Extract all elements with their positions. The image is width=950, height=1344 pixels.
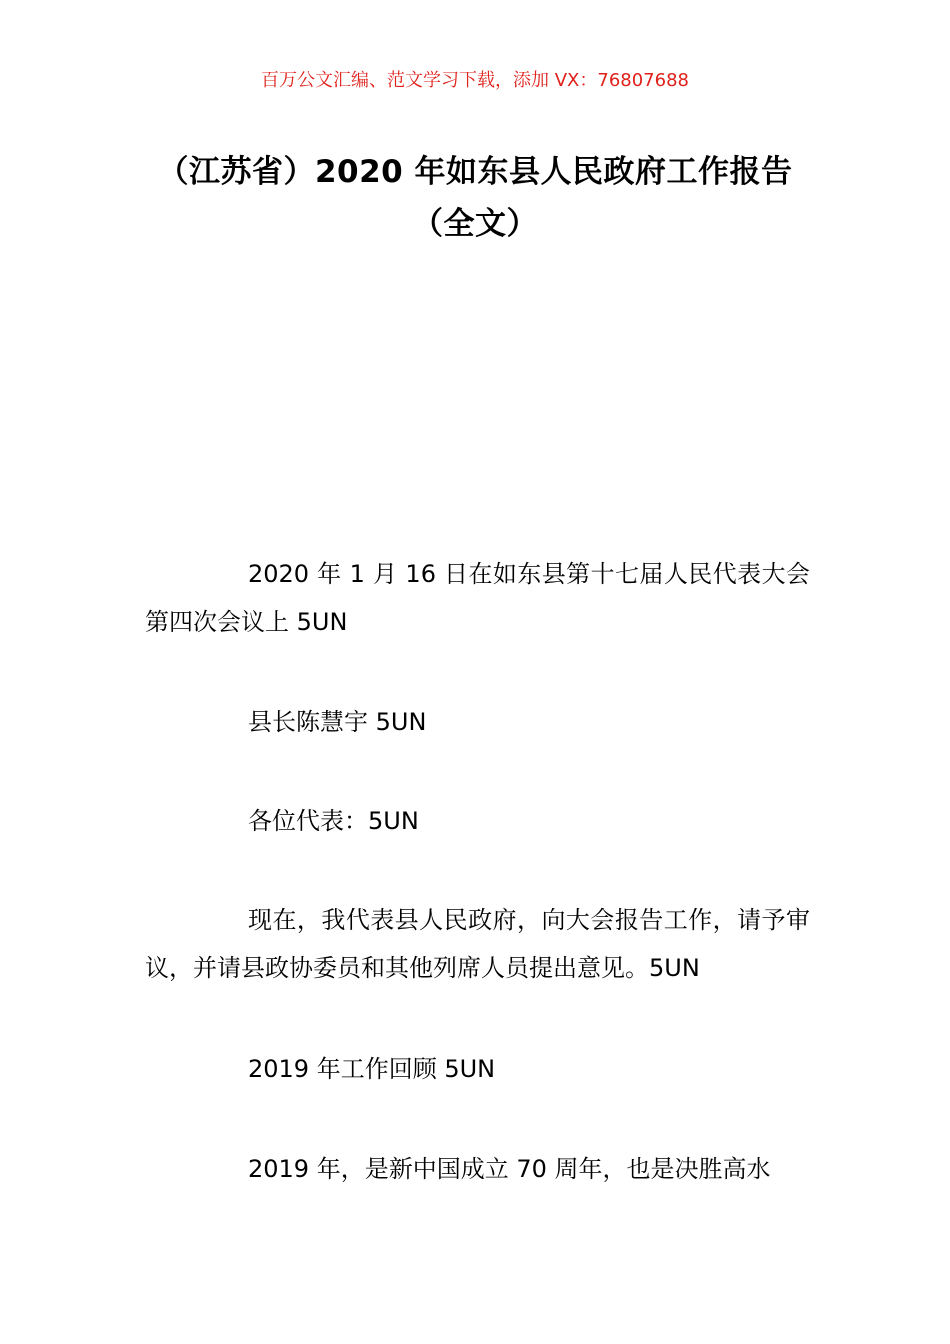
- paragraph-section-heading: 2019 年工作回顾 5UN: [248, 1055, 496, 1083]
- paragraph-meeting-info: 2020 年 1 月 16 日在如东县第十七届人民代表大会第四次会议上 5UN: [145, 560, 810, 636]
- document-title: （江苏省）2020 年如东县人民政府工作报告（全文）: [157, 154, 793, 242]
- paragraph-review-start: 2019 年，是新中国成立 70 周年，也是决胜高水: [248, 1155, 771, 1183]
- paragraph-salutation: 各位代表：5UN: [248, 807, 419, 835]
- paragraph-intro: 现在，我代表县人民政府，向大会报告工作，请予审议，并请县政协委员和其他列席人员提出意见。5UN: [145, 906, 810, 982]
- paragraph-speaker: 县长陈慧宇 5UN: [248, 708, 427, 736]
- header-note: 百万公文汇编、范文学习下载，添加 VX：76807688: [261, 70, 689, 91]
